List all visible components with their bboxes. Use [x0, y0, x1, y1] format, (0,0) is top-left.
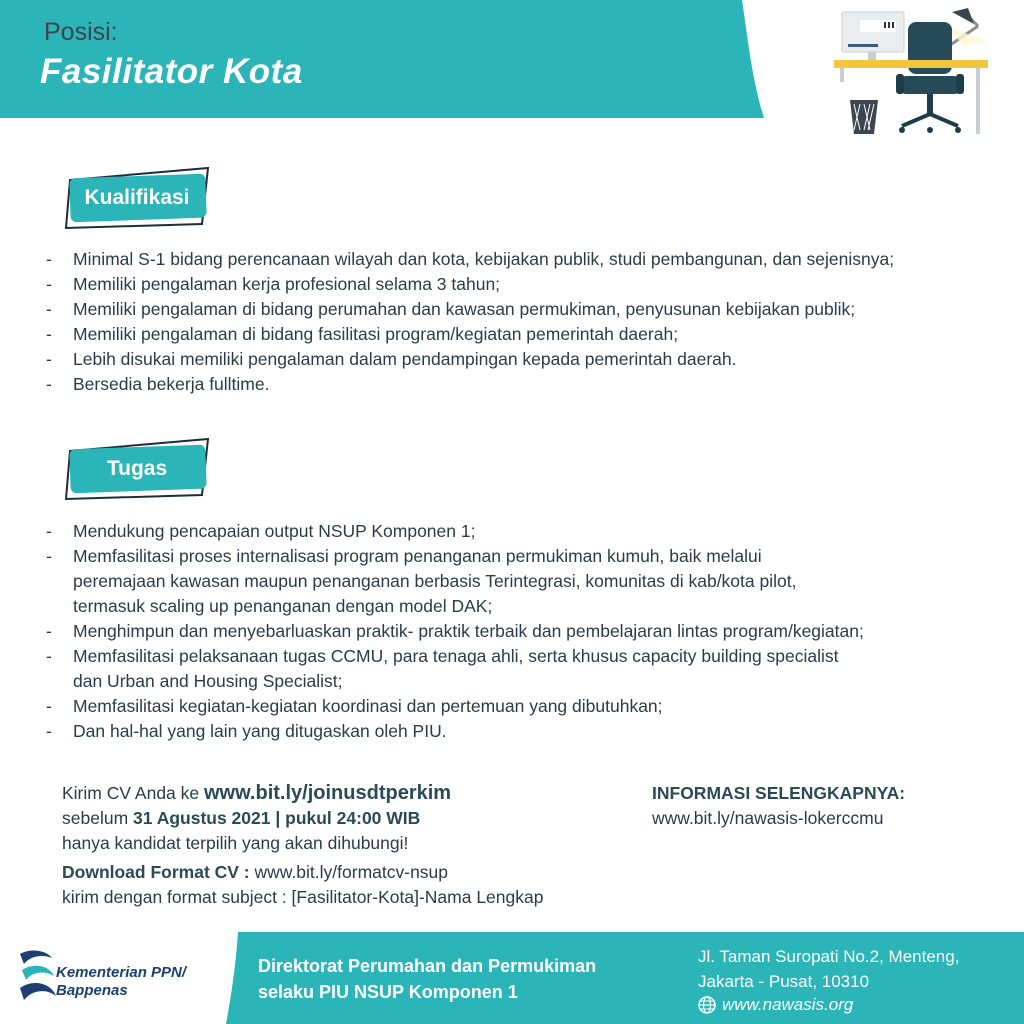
page-title: Fasilitator Kota: [40, 52, 303, 91]
list-item: - Mendukung pencapaian output NSUP Komponen 1;: [46, 521, 476, 541]
list-item: - Dan hal-hal yang lain yang ditugaskan oleh PIU.: [46, 721, 447, 741]
list-item: - Memiliki pengalaman di bidang perumahan dan kawasan permukiman, penyusunan kebijakan publik;: [46, 299, 856, 319]
list-item: - Memfasilitasi pelaksanaan tugas CCMU, para tenaga ahli, serta khusus capacity building specialist dan Urban and Housing Specialist;: [46, 646, 839, 691]
deadline-time: pukul 24:00 WIB: [285, 808, 421, 828]
tugas-heading: Tugas: [106, 457, 168, 480]
list-item: - Memfasilitasi proses internalisasi program penanganan permukiman kumuh, baik melalui peremajaan kawasan maupun penanganan berbasis Terintegrasi, komunitas di kab/kota pilot, termasuk scaling up penanganan dengan model DAK;: [46, 546, 797, 616]
tugas-badge: [62, 437, 212, 501]
list-item: - Memfasilitasi kegiatan-kegiatan koordinasi dan pertemuan yang dibutuhkan;: [46, 696, 663, 716]
kualifikasi-badge: [62, 166, 212, 230]
send-cv-link[interactable]: www.bit.ly/joinusdtperkim: [204, 782, 452, 804]
position-label: Posisi:: [44, 18, 118, 46]
selection-note: hanya kandidat terpilih yang akan dihubungi!: [62, 833, 409, 853]
info-heading: INFORMASI SELENGKAPNYA:: [652, 783, 906, 803]
kualifikasi-list: [46, 247, 1016, 397]
deadline-date: 31 Agustus 2021: [133, 808, 271, 828]
list-item: - Bersedia bekerja fulltime.: [46, 374, 270, 394]
apply-block: Kirim CV Anda ke www.bit.ly/joinusdtperkim sebelum 31 Agustus 2021 | pukul 24:00 WIB hanya kandidat terpilih yang akan dihubungi! Download Format CV : www.bit.ly/formatcv-nsup kirim dengan format subject : [Fasilitator-Kota]-Nama Lengkap: [62, 781, 632, 910]
list-item: - Memiliki pengalaman di bidang fasilitasi program/kegiatan pemerintah daerah;: [46, 324, 679, 344]
info-link[interactable]: www.bit.ly/nawasis-lokerccmu: [652, 808, 884, 828]
download-cv-link[interactable]: www.bit.ly/formatcv-nsup: [254, 862, 449, 882]
tugas-list: [46, 519, 1016, 744]
list-item: - Memiliki pengalaman kerja profesional selama 3 tahun;: [46, 274, 501, 294]
kualifikasi-heading: Kualifikasi: [84, 186, 190, 209]
website-link[interactable]: www.nawasis.org: [698, 995, 853, 1015]
address: Jl. Taman Suropati No.2, Menteng, Jakarta - Pusat, 10310: [698, 947, 960, 991]
subject-format: kirim dengan format subject : [Fasilitator-Kota]-Nama Lengkap: [62, 887, 544, 907]
list-item: - Menghimpun dan menyebarluaskan praktik- praktik terbaik dan pembelajaran lintas program/kegiatan;: [46, 621, 864, 641]
list-item: - Lebih disukai memiliki pengalaman dalam pendampingan kepada pemerintah daerah.: [46, 349, 737, 369]
list-item: - Minimal S-1 bidang perencanaan wilayah dan kota, kebijakan publik, studi pembangunan, dan sejenisnya;: [46, 249, 895, 269]
info-block: [652, 781, 905, 831]
download-label: Download Format CV :: [62, 862, 255, 882]
directorate-name: Direktorat Perumahan dan Permukiman selaku PIU NSUP Komponen 1: [258, 956, 597, 1002]
desk-illustration-icon: [828, 6, 998, 140]
globe-icon: [698, 996, 716, 1014]
bappenas-logo-text: Kementerian PPN/ Bappenas: [56, 964, 187, 999]
